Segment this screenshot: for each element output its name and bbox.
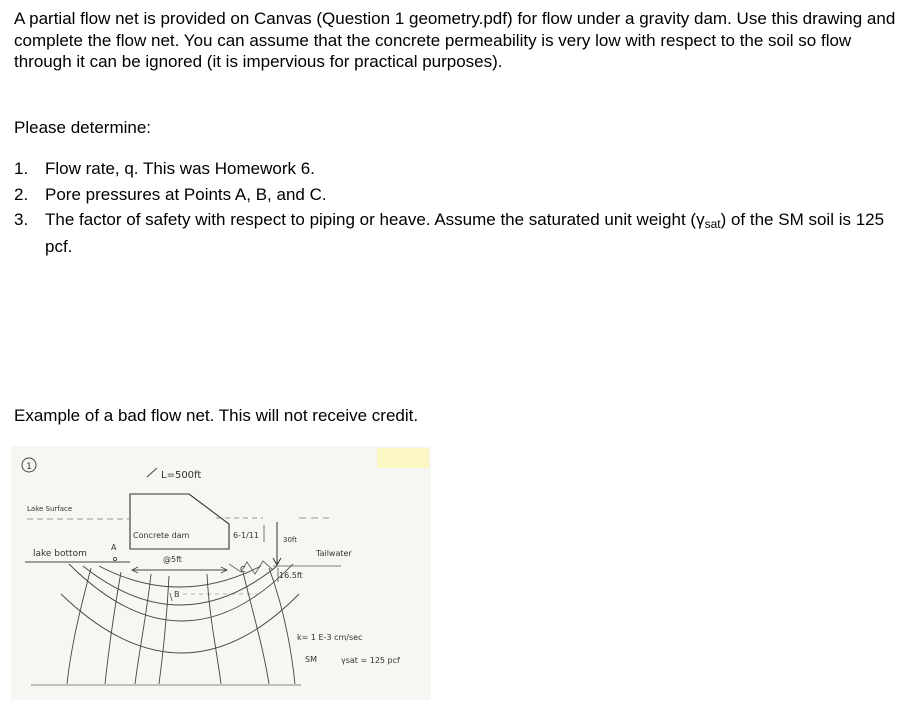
point-c-label: C (240, 565, 246, 574)
intro-paragraph: A partial flow net is provided on Canvas (Question 1 geometry.pdf) for flow under a gravity dam. Use this drawing and complete the flow net. You can assume that the concrete permeability is very low with respect to the soil so flow through it can be ignored (it is impervious for practical purposes). (14, 9, 896, 71)
concrete-dam-label: Concrete dam (133, 531, 190, 540)
point-a-label: A (111, 543, 117, 552)
height-label: 30ft (283, 536, 297, 544)
figure-caption: Example of a bad flow net. This will not receive credit. (14, 406, 419, 425)
question-text-end: ) of the SM soil is 125 pcf. (45, 210, 885, 256)
permeability-label: k= 1 E-3 cm/sec (297, 633, 363, 642)
width-label: @5ft (163, 555, 182, 564)
question-text-start: The factor of safety with respect to piping or heave. Assume the saturated unit weight ( (45, 210, 697, 229)
question-number: 1. (14, 159, 29, 178)
lake-surface-label: Lake Surface (27, 505, 73, 513)
gamma-symbol: γ (696, 210, 705, 229)
tailwater-label: Tailwater (316, 549, 352, 558)
soil-type-label: SM (305, 655, 317, 664)
point-b-label: B (174, 590, 180, 599)
question-number: 2. (14, 184, 29, 204)
question-number: 3. (14, 210, 29, 229)
highlight-note (377, 448, 429, 468)
gamma-subscript: sat (704, 217, 721, 231)
depth-label: 16.5ft (279, 571, 303, 580)
question-item (14, 209, 894, 257)
lake-bottom-label: lake bottom (33, 549, 87, 559)
length-label: L=500ft (161, 470, 202, 481)
problem-number: 1 (26, 462, 32, 472)
unit-weight-label: γsat = 125 pcf (341, 656, 400, 665)
flow-net-drawing (11, 446, 431, 700)
question-item (14, 158, 894, 180)
question-text: Pore pressures at Points A, B, and C. (45, 184, 327, 204)
slope-label: 6-1/11 (233, 531, 259, 540)
question-text: Flow rate, q. This was Homework 6. (45, 159, 315, 178)
question-item (14, 184, 894, 206)
prompt-heading: Please determine: (14, 118, 152, 137)
question-list (14, 158, 894, 261)
